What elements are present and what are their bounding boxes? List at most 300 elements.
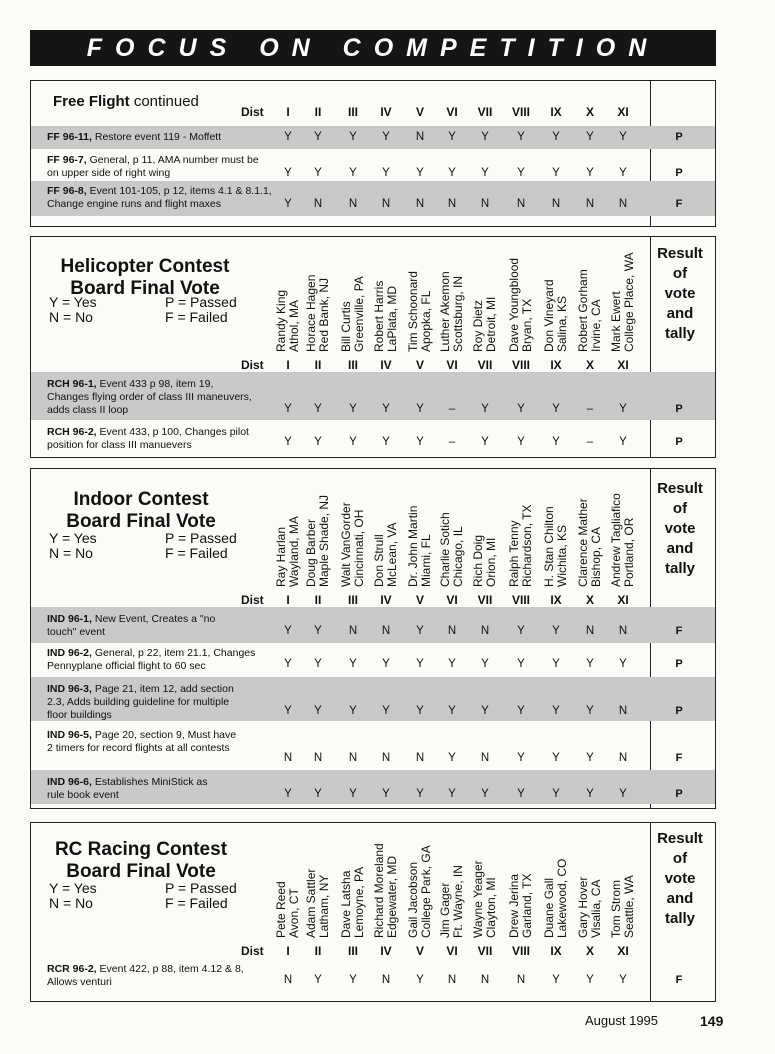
dist-label: Dist — [241, 944, 264, 958]
member-name-text: Andrew Tagliafico — [609, 493, 623, 587]
member-name — [275, 248, 301, 352]
vote-cell: Y — [552, 625, 560, 637]
item-code: FF 96-11, — [47, 131, 92, 143]
dist-label: Dist — [241, 593, 264, 607]
item-code: IND 96-6, — [47, 776, 92, 788]
result-header-line: of — [672, 500, 688, 517]
district-numeral: II — [314, 358, 322, 372]
member-name-text: Gary Hover — [576, 876, 590, 938]
vote-cell: N — [618, 752, 628, 764]
district-numeral: IV — [380, 944, 392, 958]
item-code: FF 96-7, — [47, 154, 87, 166]
helicopter-title: Helicopter Contest Board Final Vote — [60, 256, 230, 299]
vote-cell: Y — [349, 436, 357, 448]
result-cell: P — [675, 403, 683, 415]
vote-cell: Y — [517, 436, 525, 448]
vote-cell: Y — [481, 788, 489, 800]
item-text: New Event, Creates a "no touch" event — [47, 613, 216, 638]
vote-cell: Y — [552, 752, 560, 764]
vote-cell: – — [586, 403, 594, 415]
district-numeral: XI — [617, 358, 629, 372]
item-code: IND 96-1, — [47, 613, 92, 625]
vote-cell: Y — [586, 658, 594, 670]
member-city-text: Lemoyne, PA — [352, 866, 366, 938]
item-description — [47, 613, 227, 639]
vote-cell: Y — [349, 974, 357, 986]
result-header-line: tally — [664, 325, 695, 342]
vote-cell: Y — [314, 403, 322, 415]
member-name — [508, 248, 534, 352]
item-code: IND 96-3, — [47, 683, 92, 695]
vote-cell: Y — [349, 705, 357, 717]
district-numeral: X — [585, 944, 594, 958]
item-text: Page 21, item 12, add section 2.3, Adds building guideline for multiple floor buildings — [47, 683, 234, 721]
legend-no: N = No — [49, 309, 93, 325]
district-numeral: VI — [446, 358, 458, 372]
vote-cell: Y — [448, 167, 456, 179]
result-cell: P — [675, 167, 683, 179]
item-description — [47, 426, 257, 452]
member-city-text: Miami, FL — [419, 534, 433, 587]
member-name — [577, 834, 603, 938]
legend-passed: P = Passed — [165, 880, 237, 896]
vote-cell: Y — [552, 788, 560, 800]
vote-cell: Y — [552, 974, 560, 986]
vote-cell: Y — [552, 436, 560, 448]
vote-cell: Y — [314, 625, 322, 637]
result-header-line: and — [666, 540, 694, 557]
district-numeral: VIII — [511, 105, 530, 119]
vote-cell: N — [447, 974, 457, 986]
vote-cell: Y — [382, 436, 390, 448]
result-header-line: vote — [664, 520, 696, 537]
vote-cell: Y — [284, 658, 292, 670]
vote-cell: Y — [314, 974, 322, 986]
member-name-text: Jim Gager — [438, 882, 452, 938]
member-name — [275, 834, 301, 938]
item-text: General, p 11, AMA number must be on upper side of right wing — [47, 154, 259, 179]
member-city-text: Salina, KS — [555, 295, 569, 352]
member-name-text: Dave Latsha — [339, 870, 353, 938]
member-name-text: Randy King — [274, 289, 288, 352]
vote-cell: N — [283, 752, 293, 764]
district-numeral: III — [347, 944, 358, 958]
member-name — [275, 483, 301, 587]
helicopter-section — [30, 236, 716, 458]
result-header-line: and — [666, 890, 694, 907]
district-numeral: VI — [446, 105, 458, 119]
vote-cell: Y — [284, 403, 292, 415]
member-name — [373, 248, 399, 352]
district-numeral: II — [314, 593, 322, 607]
member-name-text: Robert Harris — [372, 280, 386, 352]
vote-cell: Y — [284, 705, 292, 717]
district-numeral: III — [347, 358, 358, 372]
rc-racing-section — [30, 822, 716, 1002]
free-flight-section — [30, 80, 716, 227]
district-numeral: VIII — [511, 358, 530, 372]
member-name-text: Bill Curtis — [339, 301, 353, 352]
member-name-text: Don Strull — [372, 534, 386, 587]
vote-cell: Y — [448, 705, 456, 717]
district-numeral: IX — [550, 593, 562, 607]
result-header — [650, 479, 710, 579]
item-code: RCR 96-2, — [47, 963, 97, 975]
vote-cell: N — [516, 974, 526, 986]
member-name — [305, 834, 331, 938]
item-code: RCH 96-1, — [47, 378, 97, 390]
member-name-text: Dr. John Martin — [406, 505, 420, 587]
item-text: General, p 22, item 21.1, Changes Pennyplane official flight to 60 sec — [47, 647, 256, 672]
vote-cell: N — [480, 625, 490, 637]
district-numeral: XI — [617, 105, 629, 119]
vote-cell: Y — [481, 131, 489, 143]
legend-failed: F = Failed — [165, 545, 228, 561]
vote-cell: Y — [619, 974, 627, 986]
dist-label: Dist — [241, 358, 264, 372]
legend-passed: P = Passed — [165, 294, 237, 310]
member-name — [543, 483, 569, 587]
vote-cell: Y — [619, 658, 627, 670]
vote-cell: N — [480, 974, 490, 986]
member-name-text: Wayne Yeager — [471, 860, 485, 938]
item-text: Event 433 p 98, item 19, Changes flying order of class III maneuvers, adds class II loop — [47, 378, 252, 416]
vote-cell: N — [415, 131, 425, 143]
member-name — [439, 248, 465, 352]
member-name-text: Robert Gorham — [576, 269, 590, 352]
member-name-text: Pete Reed — [274, 881, 288, 938]
member-city-text: Clayton, MI — [484, 877, 498, 938]
result-cell: P — [675, 131, 683, 143]
member-name-text: Richard Moreland — [372, 843, 386, 938]
vote-cell: Y — [416, 974, 424, 986]
member-name — [373, 834, 399, 938]
vote-cell: Y — [349, 403, 357, 415]
indoor-title: Indoor Contest Board Final Vote — [66, 489, 216, 532]
member-city-text: Wayland, MA — [287, 516, 301, 587]
district-numeral: IV — [380, 105, 392, 119]
result-cell: P — [675, 788, 683, 800]
member-city-text: College Park, GA — [419, 845, 433, 938]
result-header-line: and — [666, 305, 694, 322]
item-description — [47, 185, 287, 211]
vote-cell: Y — [382, 658, 390, 670]
vote-cell: N — [480, 752, 490, 764]
member-name — [340, 834, 366, 938]
member-name — [305, 248, 331, 352]
member-city-text: Visalia, CA — [589, 879, 603, 938]
member-city-text: Ft. Wayne, IN — [451, 865, 465, 938]
district-numeral: V — [415, 105, 424, 119]
member-name-text: Ray Harlan — [274, 526, 288, 587]
vote-cell: Y — [517, 752, 525, 764]
member-city-text: Wichita, KS — [555, 524, 569, 587]
district-numeral: V — [415, 944, 424, 958]
result-cell: F — [675, 198, 683, 210]
member-name-text: Don Vineyard — [542, 279, 556, 352]
member-name — [472, 248, 498, 352]
footer-date: August 1995 — [585, 1013, 659, 1028]
member-city-text: Garland, TX — [520, 873, 534, 938]
item-description — [47, 154, 267, 180]
vote-cell: N — [618, 625, 628, 637]
member-name — [340, 483, 366, 587]
district-numeral: VII — [477, 105, 493, 119]
member-name — [472, 483, 498, 587]
vote-cell: N — [447, 198, 457, 210]
district-numeral: VII — [477, 593, 493, 607]
district-numeral: V — [415, 358, 424, 372]
district-numeral: VIII — [511, 593, 530, 607]
vote-cell: Y — [349, 131, 357, 143]
vote-cell: Y — [552, 131, 560, 143]
member-city-text: Portland, OR — [622, 517, 636, 587]
member-name — [439, 834, 465, 938]
member-city-text: Bishop, CA — [589, 526, 603, 587]
result-header-line: tally — [664, 910, 695, 927]
indoor-section — [30, 468, 716, 809]
result-cell: P — [675, 658, 683, 670]
district-numeral: X — [585, 593, 594, 607]
vote-cell: Y — [481, 167, 489, 179]
member-city-text: Detroit, MI — [484, 296, 498, 352]
member-name — [472, 834, 498, 938]
district-numeral: VI — [446, 944, 458, 958]
member-city-text: College Place, WA — [622, 252, 636, 352]
district-numeral: IV — [380, 593, 392, 607]
member-city-text: Edgewater, MD — [385, 855, 399, 938]
item-text: Event 433, p 100, Changes pilot position for class III manuevers — [47, 426, 249, 451]
member-name-text: Tim Schoonard — [406, 271, 420, 352]
member-name-text: H. Stan Chilton — [542, 506, 556, 587]
member-name — [543, 248, 569, 352]
legend-yes: Y = Yes — [49, 530, 97, 546]
vote-cell: N — [348, 752, 358, 764]
item-text: Page 20, section 9, Must have 2 timers for record flights at all contests — [47, 729, 237, 754]
district-numeral: I — [286, 105, 290, 119]
district-numeral: I — [286, 944, 290, 958]
member-city-text: Cincinnati, OH — [352, 509, 366, 587]
member-city-text: Scottsburg, IN — [451, 275, 465, 352]
district-numeral: X — [585, 105, 594, 119]
district-numeral: IX — [550, 358, 562, 372]
item-text: Restore event 119 - Moffett — [94, 131, 222, 143]
vote-cell: Y — [349, 167, 357, 179]
result-cell: F — [675, 625, 683, 637]
vote-cell: N — [585, 625, 595, 637]
result-header-line: Result — [657, 480, 703, 497]
vote-cell: Y — [552, 167, 560, 179]
vote-cell: Y — [314, 436, 322, 448]
item-code: IND 96-5, — [47, 729, 92, 741]
free-flight-title: Free Flight continued — [53, 93, 199, 110]
vote-cell: Y — [314, 167, 322, 179]
member-city-text: Latham, NY — [317, 874, 331, 938]
vote-cell: Y — [517, 131, 525, 143]
member-name — [610, 483, 636, 587]
member-name — [610, 248, 636, 352]
legend-passed: P = Passed — [165, 530, 237, 546]
district-numeral: I — [286, 593, 290, 607]
vote-cell: Y — [586, 974, 594, 986]
member-name-text: Rich Doig — [471, 534, 485, 587]
member-city-text: Chicago, IL — [451, 526, 465, 587]
vote-cell: N — [551, 198, 561, 210]
member-city-text: Red Bank, NJ — [317, 277, 331, 352]
member-name-text: Tom Strom — [609, 879, 623, 938]
vote-cell: Y — [314, 658, 322, 670]
vote-cell: N — [618, 198, 628, 210]
item-text: Establishes MiniStick as rule book event — [47, 776, 208, 801]
vote-cell: Y — [552, 403, 560, 415]
member-name-text: Clarence Mather — [576, 498, 590, 587]
vote-cell: Y — [552, 705, 560, 717]
legend-no: N = No — [49, 545, 93, 561]
district-numeral: II — [314, 105, 322, 119]
district-numeral: III — [347, 593, 358, 607]
member-city-text: Apopka, FL — [419, 290, 433, 352]
member-name — [340, 248, 366, 352]
member-city-text: Maple Shade, NJ — [317, 494, 331, 587]
vote-cell: N — [447, 625, 457, 637]
vote-cell: N — [381, 974, 391, 986]
vote-cell: Y — [284, 625, 292, 637]
vote-cell: N — [585, 198, 595, 210]
vote-cell: Y — [284, 131, 292, 143]
result-header-line: tally — [664, 560, 695, 577]
member-name-text: Roy Dietz — [471, 299, 485, 352]
member-city-text: Avon, CT — [287, 888, 301, 938]
item-description — [47, 378, 257, 417]
member-city-text: Seattle, WA — [622, 875, 636, 938]
vote-cell: N — [313, 198, 323, 210]
member-city-text: Bryan, TX — [520, 298, 534, 352]
result-header-line: vote — [664, 870, 696, 887]
item-code: RCH 96-2, — [47, 426, 97, 438]
vote-cell: Y — [552, 658, 560, 670]
vote-cell: Y — [382, 788, 390, 800]
member-name-text: Duane Gall — [542, 877, 556, 938]
vote-cell: Y — [586, 705, 594, 717]
vote-cell: Y — [481, 403, 489, 415]
vote-cell: Y — [586, 752, 594, 764]
vote-cell: Y — [517, 625, 525, 637]
result-header — [650, 829, 710, 929]
member-name-text: Drew Jerina — [507, 873, 521, 938]
district-numeral: IX — [550, 105, 562, 119]
member-city-text: LaPlata, MD — [385, 285, 399, 352]
page-number: 149 — [700, 1013, 724, 1029]
item-text: Event 101-105, p 12, items 4.1 & 8.1.1, Change engine runs and flight maxes — [47, 185, 272, 210]
vote-cell: N — [381, 198, 391, 210]
district-numeral: VI — [446, 593, 458, 607]
member-name-text: Adam Sattler — [304, 868, 318, 938]
vote-cell: Y — [619, 788, 627, 800]
vote-cell: Y — [416, 403, 424, 415]
member-name — [407, 483, 433, 587]
result-header-line: vote — [664, 285, 696, 302]
district-numeral: I — [286, 358, 290, 372]
vote-cell: N — [381, 625, 391, 637]
member-name — [577, 483, 603, 587]
vote-cell: N — [283, 974, 293, 986]
member-city-text: Richardson, TX — [520, 504, 534, 587]
vote-cell: Y — [517, 167, 525, 179]
district-numeral: VII — [477, 944, 493, 958]
result-header-line: of — [672, 850, 688, 867]
vote-cell: N — [348, 625, 358, 637]
member-name — [407, 248, 433, 352]
item-description — [47, 647, 287, 673]
vote-cell: Y — [517, 788, 525, 800]
vote-cell: Y — [416, 167, 424, 179]
district-numeral: III — [347, 105, 358, 119]
member-city-text: Orion, MI — [484, 537, 498, 587]
district-numeral: IX — [550, 944, 562, 958]
vote-cell: Y — [586, 131, 594, 143]
member-name — [508, 834, 534, 938]
result-cell: F — [675, 974, 683, 986]
vote-cell: Y — [481, 705, 489, 717]
district-numeral: XI — [617, 944, 629, 958]
member-name — [543, 834, 569, 938]
member-city-text: Irvine, CA — [589, 299, 603, 352]
vote-cell: Y — [586, 788, 594, 800]
member-city-text: Athol, MA — [287, 299, 301, 352]
district-numeral: VIII — [511, 944, 530, 958]
vote-cell: N — [480, 198, 490, 210]
result-header-line: Result — [657, 830, 703, 847]
vote-cell: Y — [314, 705, 322, 717]
member-name — [508, 483, 534, 587]
vote-cell: Y — [349, 788, 357, 800]
vote-cell: N — [348, 198, 358, 210]
item-description — [47, 131, 267, 144]
member-name — [610, 834, 636, 938]
legend-yes: Y = Yes — [49, 294, 97, 310]
vote-cell: Y — [448, 752, 456, 764]
legend-failed: F = Failed — [165, 309, 228, 325]
vote-cell: Y — [284, 167, 292, 179]
result-header — [650, 244, 710, 344]
legend-failed: F = Failed — [165, 895, 228, 911]
vote-cell: – — [448, 403, 456, 415]
vote-cell: Y — [382, 705, 390, 717]
member-name-text: Gail Jacobson — [406, 861, 420, 938]
vote-cell: Y — [416, 705, 424, 717]
member-name — [407, 834, 433, 938]
member-name-text: Walt VanGorder — [339, 502, 353, 587]
member-name-text: Dave Youngblood — [507, 257, 521, 352]
member-name — [439, 483, 465, 587]
rc-racing-title: RC Racing Contest Board Final Vote — [54, 839, 228, 882]
vote-cell: Y — [517, 705, 525, 717]
result-cell: P — [675, 436, 683, 448]
vote-cell: Y — [416, 625, 424, 637]
result-header-line: Result — [657, 245, 703, 262]
district-numeral: X — [585, 358, 594, 372]
district-numeral: XI — [617, 593, 629, 607]
vote-cell: Y — [448, 131, 456, 143]
vote-cell: Y — [586, 167, 594, 179]
item-description — [47, 729, 237, 755]
vote-cell: Y — [382, 167, 390, 179]
vote-cell: Y — [619, 436, 627, 448]
vote-cell: N — [618, 705, 628, 717]
item-text: Event 422, p 88, item 4.12 & 8, Allows venturi — [47, 963, 244, 988]
vote-cell: Y — [314, 131, 322, 143]
vote-cell: Y — [517, 403, 525, 415]
